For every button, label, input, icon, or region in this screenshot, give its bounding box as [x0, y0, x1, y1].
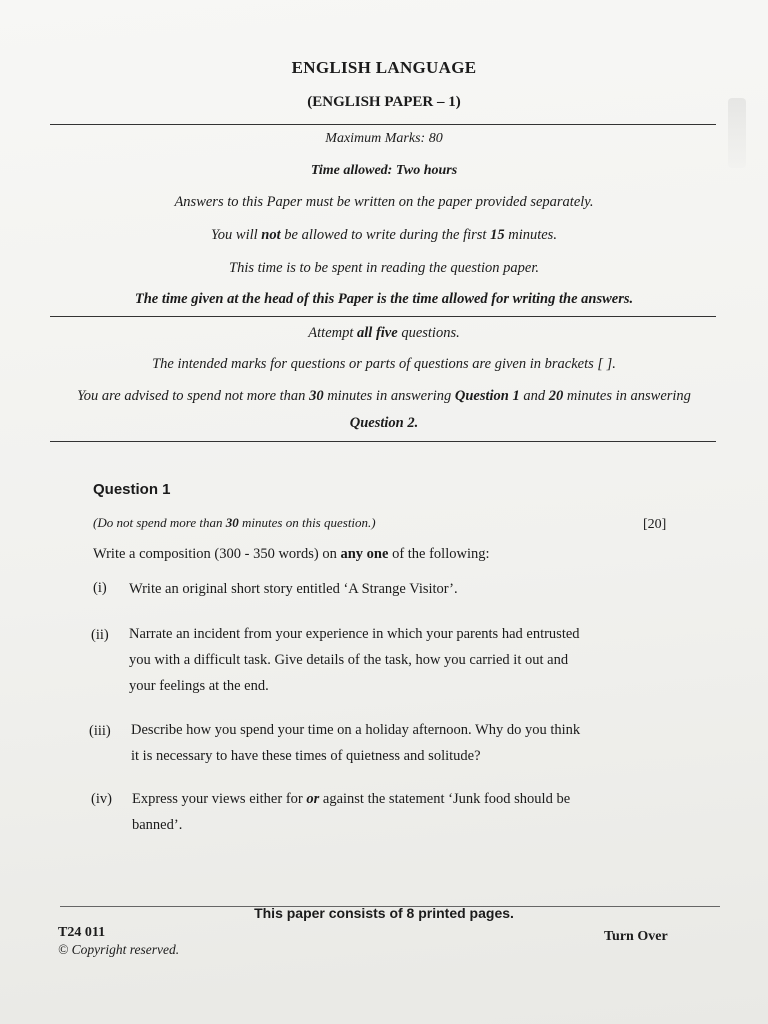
- option-text: Express your views either for or against the statement ‘Junk food should be banned’.: [132, 791, 571, 833]
- option-text: Describe how you spend your time on a holiday afternoon. Why do you think it is necessary to have these times of quietness and solitude?: [131, 722, 581, 764]
- turn-over-note: Turn Over: [604, 929, 668, 944]
- question1-time-note: (Do not spend more than 30 minutes on this question.): [93, 515, 376, 530]
- option-number: (i): [93, 580, 107, 596]
- answers-line: Answers to this Paper must be written on the paper provided separately.: [174, 194, 594, 210]
- question1-heading: Question 1: [93, 481, 171, 498]
- question1-marks: [20]: [643, 517, 667, 532]
- marks-bracket-line: The intended marks for questions or parts of questions are given in brackets [ ].: [152, 356, 616, 372]
- option-text: Write an original short story entitled ‘A Strange Visitor’.: [129, 581, 458, 597]
- option-number: (iv): [91, 791, 112, 807]
- attempt-line: Attempt all five questions.: [308, 325, 460, 341]
- option-text: Narrate an incident from your experience in which your parents had entrusted you with a difficult task. Give details of the task, how you carried it out and your feelings at the end.: [129, 626, 580, 694]
- option-number: (ii): [91, 627, 109, 643]
- advice-question2: Question 2.: [349, 415, 419, 431]
- time-allowed: Time allowed: Two hours: [310, 163, 458, 178]
- instructions-rule: [50, 441, 716, 442]
- page-count-note: This paper consists of 8 printed pages.: [254, 905, 514, 921]
- not-allowed-line: You will not be allowed to write during the first 15 minutes.: [211, 227, 557, 243]
- time-given-line: The time given at the head of this Paper is the time allowed for writing the answers.: [134, 291, 634, 307]
- info-rule: [50, 316, 716, 317]
- reading-line: This time is to be spent in reading the question paper.: [229, 260, 539, 276]
- paper-subtitle: (ENGLISH PAPER – 1): [307, 94, 461, 110]
- copyright-note: © Copyright reserved.: [58, 942, 180, 957]
- max-marks: Maximum Marks: 80: [325, 131, 443, 146]
- advice-line: You are advised to spend not more than 30 minutes in answering Question 1 and 20 minutes in answering: [77, 388, 691, 404]
- paper-code: T24 011: [58, 925, 106, 940]
- paper-title: ENGLISH LANGUAGE: [291, 58, 477, 77]
- option-number: (iii): [89, 723, 111, 739]
- question1-intro: Write a composition (300 - 350 words) on any one of the following:: [93, 546, 490, 562]
- header-rule: [50, 124, 716, 125]
